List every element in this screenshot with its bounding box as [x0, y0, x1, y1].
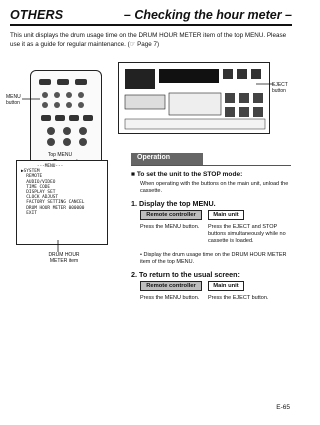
operation-rule [131, 165, 291, 166]
step1-note: • Display the drum usage time on the DRUM HOUR METER item of the top MENU. [140, 252, 287, 265]
top-menu-screen: ---MENU--- ▶SYSTEM REMOTE AUDIO/VIDEO TIME CODE DISPLAY SET CLOCK ADJUST FACTORY SETTING CANCEL DRUM HOUR METER 000000 EXIT [16, 160, 108, 245]
page-subtitle: – Checking the hour meter – [123, 8, 292, 22]
step1-main-text: Press the EJECT and STOP buttons simultaneously while no cassette is loaded. [208, 224, 286, 244]
intro-text: This unit displays the drum usage time on the DRUM HOUR METER item of the top MENU. Please use it as a guide for regular maintenance. (☞ Page 7) [10, 32, 287, 48]
step1-remote-controller-label: Remote controller [140, 210, 202, 220]
stop-mode-text: When operating with the buttons on the main unit, unload the cassette. [140, 181, 289, 194]
page-number: E-65 [276, 404, 290, 411]
header-rule [10, 24, 292, 26]
step2-main-text: Press the EJECT button. [208, 295, 269, 301]
step1-remote-text: Press the MENU button. [140, 224, 200, 230]
step2-main-unit-label: Main unit [208, 281, 244, 291]
drum-hour-arrow-icon [52, 240, 64, 252]
main-unit-panel-icon [119, 63, 271, 135]
step2-remote-controller-label: Remote controller [140, 281, 202, 291]
step1-heading [131, 199, 216, 208]
page-title: OTHERS [10, 8, 64, 22]
step1-main-unit-label: Main unit [208, 210, 244, 220]
operation-heading [131, 153, 203, 165]
eject-button-label: EJECT button [272, 82, 288, 94]
stop-mode-title: To set the unit to the STOP mode: [136, 171, 243, 178]
operation-title: Operation [137, 154, 171, 161]
step1-title: Display the top MENU. [139, 199, 216, 208]
step2-title: To return to the usual screen: [139, 270, 240, 279]
step2-remote-text: Press the MENU button. [140, 295, 200, 301]
eject-button-arrow-icon [256, 78, 274, 88]
step2-number: 2. [131, 270, 137, 279]
menu-button-label: MENU button [6, 94, 21, 106]
drum-hour-meter-label: DRUM HOUR METER item [48, 252, 80, 264]
main-unit-illustration [118, 62, 270, 134]
step1-note-text: Display the drum usage time on the DRUM HOUR METER item of the top MENU. [140, 252, 287, 265]
top-menu-label: Top MENU [47, 152, 73, 158]
page-header [10, 8, 292, 26]
step2-heading [131, 270, 240, 279]
menu-button-arrow-icon [22, 96, 40, 102]
step1-number: 1. [131, 199, 137, 208]
stop-mode-heading: ■ To set the unit to the STOP mode: [131, 171, 243, 178]
